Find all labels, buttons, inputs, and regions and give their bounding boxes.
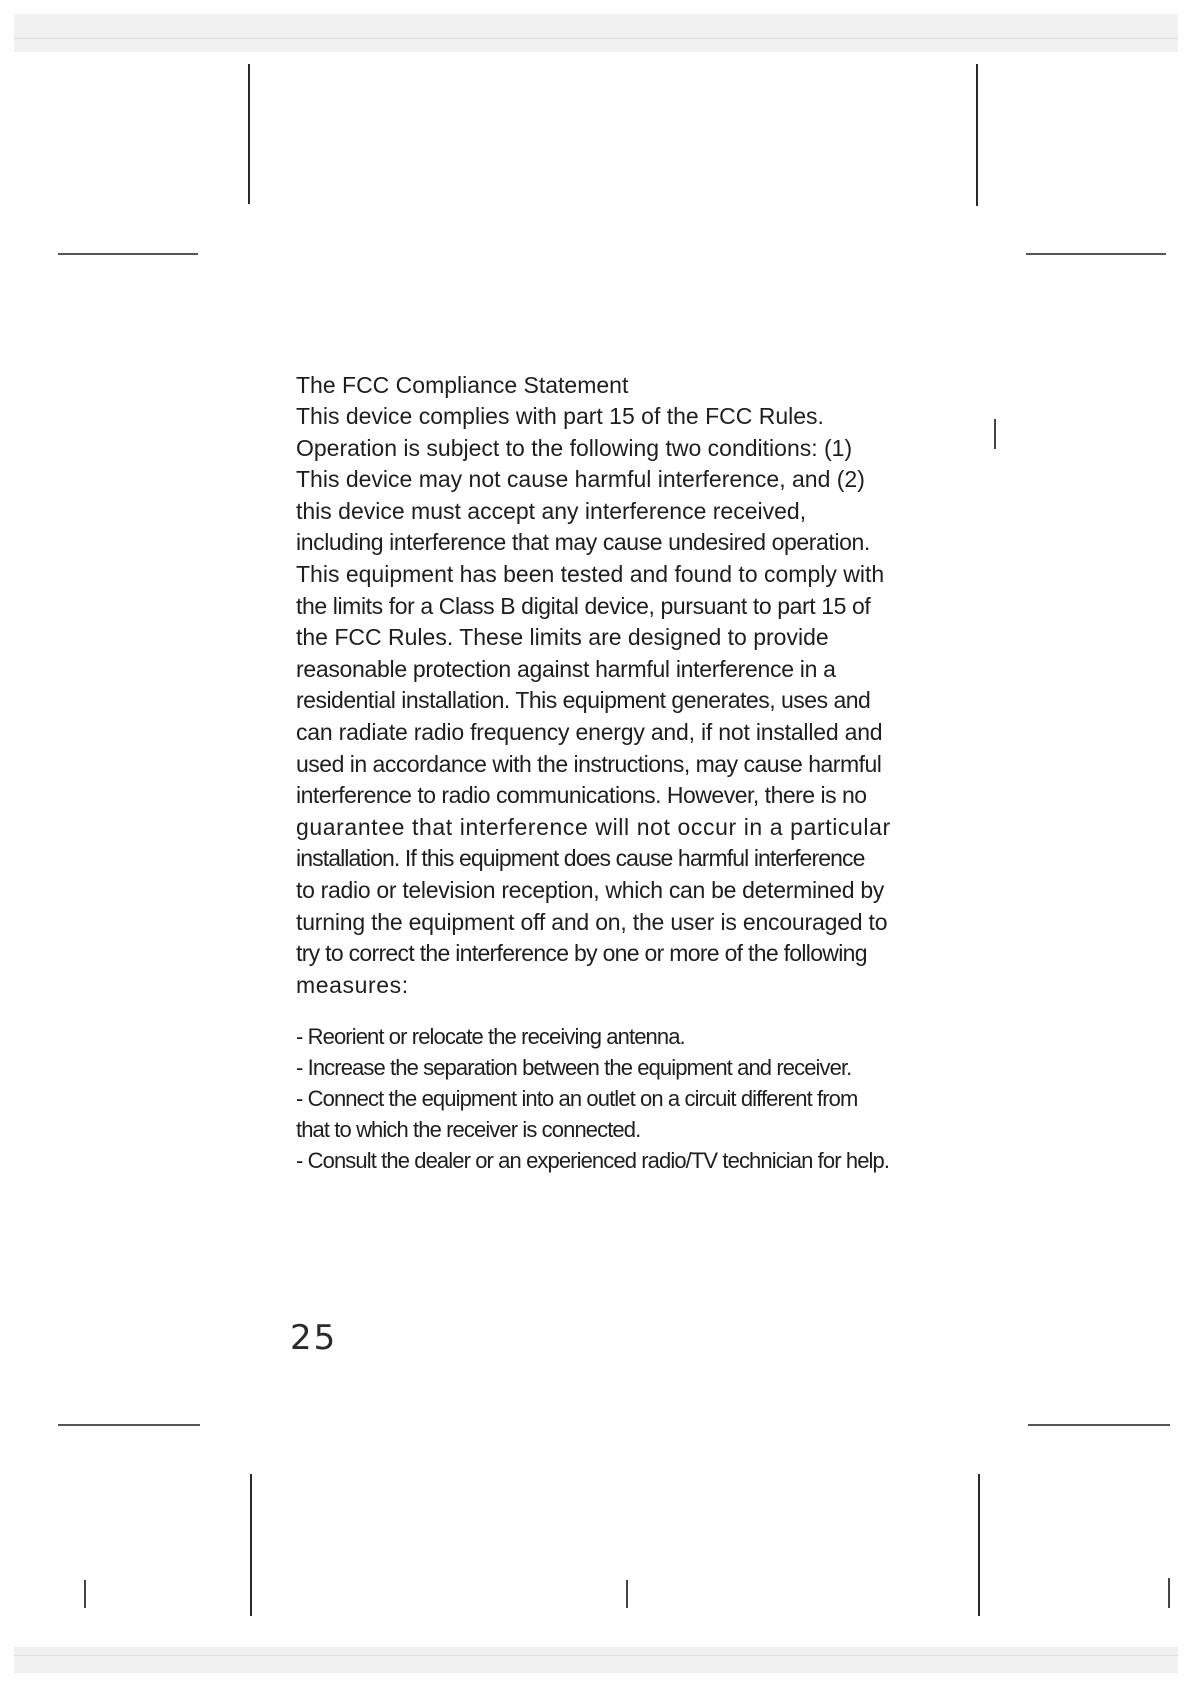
- statement-line: turning the equipment off and on, the user is encouraged to: [296, 908, 888, 935]
- scan-band-bottom: [14, 1647, 1178, 1673]
- fcc-statement: [296, 370, 956, 1001]
- measure-item: - Connect the equipment into an outlet on a circuit different from: [296, 1086, 858, 1111]
- registration-tick-bottom-right: [1168, 1578, 1170, 1608]
- measure-item: - Consult the dealer or an experienced radio/TV technician for help.: [296, 1148, 890, 1173]
- crop-mark-bottom-left-vertical: [250, 1474, 252, 1616]
- measure-item-continuation: that to which the receiver is connected.: [296, 1117, 641, 1142]
- crop-mark-bottom-right-horizontal: [1028, 1424, 1170, 1426]
- statement-line: This device may not cause harmful interference, and (2): [296, 466, 865, 493]
- crop-mark-top-right-vertical: [976, 64, 978, 206]
- measure-item: - Increase the separation between the equipment and receiver.: [296, 1055, 852, 1080]
- scan-band-top: [14, 14, 1178, 52]
- crop-mark-top-left-vertical: [248, 64, 250, 204]
- crop-mark-top-left-horizontal: [58, 253, 198, 255]
- statement-line: measures:: [296, 971, 409, 998]
- page-number: 25: [290, 1318, 338, 1358]
- statement-line: can radiate radio frequency energy and, if not installed and: [296, 718, 883, 745]
- statement-line: the FCC Rules. These limits are designed to provide: [296, 624, 829, 651]
- statement-line: this device must accept any interference received,: [296, 497, 807, 524]
- statement-line: This equipment has been tested and found to comply with: [296, 560, 885, 587]
- statement-line: interference to radio communications. However, there is no: [296, 782, 867, 809]
- statement-line: guarantee that interference will not occur in a particular: [296, 813, 891, 840]
- statement-line: the limits for a Class B digital device, pursuant to part 15 of: [296, 592, 871, 619]
- statement-line: This device complies with part 15 of the FCC Rules.: [296, 403, 824, 429]
- statement-line: Operation is subject to the following two conditions: (1): [296, 434, 853, 461]
- crop-mark-top-right-horizontal: [1026, 253, 1166, 255]
- statement-line: used in accordance with the instructions, may cause harmful: [296, 750, 882, 777]
- statement-line: try to correct the interference by one or more of the following: [296, 940, 867, 967]
- measures-list: [296, 1021, 956, 1176]
- registration-tick-bottom-center: [626, 1580, 628, 1608]
- crop-mark-bottom-right-vertical: [978, 1474, 980, 1616]
- statement-line: including interference that may cause undesired operation.: [296, 529, 870, 556]
- statement-heading: The FCC Compliance Statement: [296, 372, 629, 398]
- measure-item: - Reorient or relocate the receiving antenna.: [296, 1024, 685, 1049]
- statement-line: reasonable protection against harmful interference in a: [296, 655, 836, 682]
- registration-tick-bottom-left: [84, 1580, 86, 1608]
- crop-mark-bottom-left-horizontal: [58, 1424, 200, 1426]
- statement-line: residential installation. This equipment generates, uses and: [296, 687, 871, 714]
- statement-line: to radio or television reception, which can be determined by: [296, 876, 885, 903]
- statement-line: installation. If this equipment does cause harmful interference: [296, 845, 865, 872]
- registration-tick-right-middle: [994, 419, 996, 449]
